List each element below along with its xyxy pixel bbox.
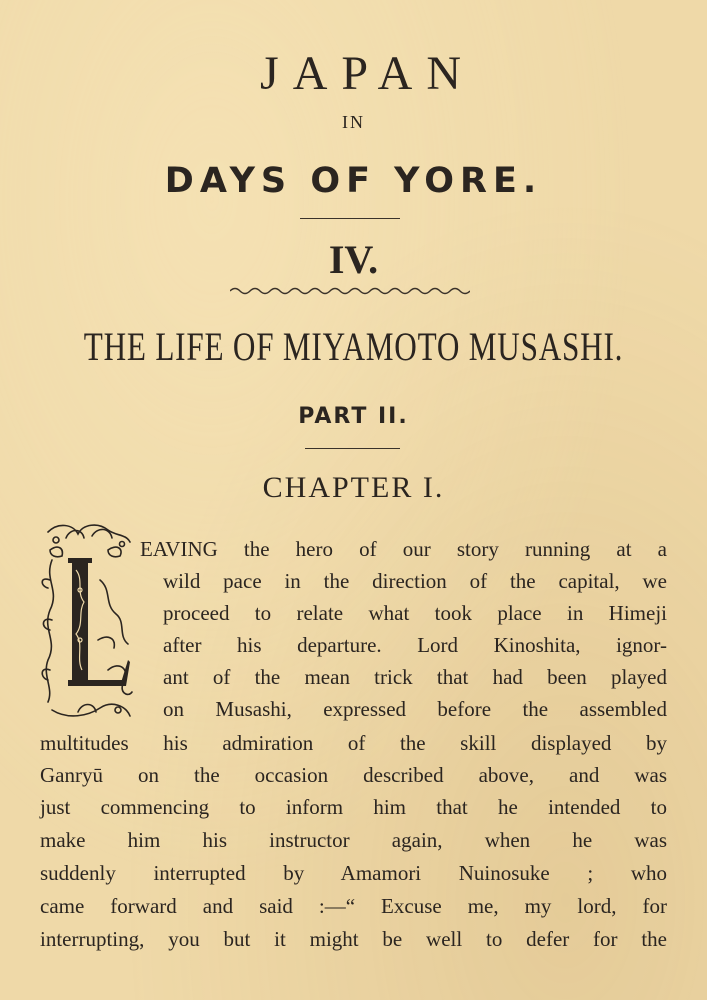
volume-number: IV. xyxy=(328,237,379,282)
divider-rule xyxy=(305,448,400,449)
text-line: just commencing to inform him that he intended to xyxy=(40,795,667,819)
text-line: suddenly interrupted by Amamori Nuinosuke ; who xyxy=(40,861,667,885)
text-line: EAVING the hero of our story running at a xyxy=(140,537,667,561)
book-title: THE LIFE OF MIYAMOTO MUSASHI. xyxy=(83,324,624,369)
text-line: interrupting, you but it might be well to defer for the xyxy=(40,927,667,951)
series-connector: IN xyxy=(342,112,365,132)
series-title: JAPAN xyxy=(260,47,475,100)
text-line: make him his instructor again, when he was xyxy=(40,828,667,852)
text-line: multitudes his admiration of the skill displayed by xyxy=(40,731,667,755)
part-heading: PART II. xyxy=(298,404,409,429)
ornamental-initial-l-icon xyxy=(38,520,136,725)
divider-rule xyxy=(300,218,400,219)
text-line: on Musashi, expressed before the assembled xyxy=(163,697,667,721)
series-subtitle: DAYS OF YORE. xyxy=(164,161,543,201)
text-line: wild pace in the direction of the capital, we xyxy=(163,569,667,593)
text-line: proceed to relate what took place in Himeji xyxy=(163,601,667,625)
text-line: ant of the mean trick that had been played xyxy=(163,665,667,689)
text-line: Ganryū on the occasion described above, and was xyxy=(40,763,667,787)
chapter-heading: CHAPTER I. xyxy=(262,471,445,504)
wavy-divider-icon xyxy=(230,286,470,296)
text-line: came forward and said :—“ Excuse me, my lord, for xyxy=(40,894,667,918)
text-line: after his departure. Lord Kinoshita, ignor- xyxy=(163,633,667,657)
